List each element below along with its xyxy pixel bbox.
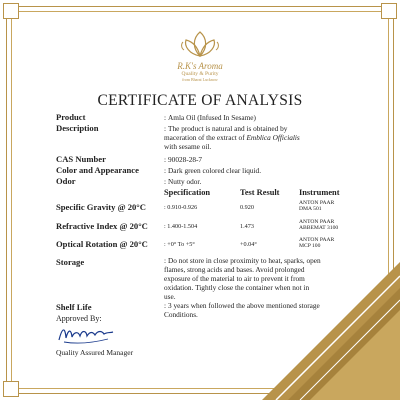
test-result-header: Test Result [240, 188, 280, 197]
odor-value: : Nutty odor. [164, 177, 202, 186]
shelf-life-label: Shelf Life [56, 302, 92, 312]
cas-number-value: : 90028-28-7 [164, 155, 203, 164]
specification-header: Specification [164, 188, 211, 197]
refractive-index-label: Refractive Index @ 20°C [56, 221, 148, 231]
refractive-index-spec: : 1.400-1.504 [164, 223, 198, 230]
storage-label: Storage [56, 257, 85, 267]
optical-rotation-instrument: ANTON PAAR MCP 100 [299, 237, 335, 249]
color-appearance-label: Color and Appearance [56, 165, 139, 175]
description-value: : The product is natural and is obtained by maceration of the extract of Emblica Officialis with sesame oil. [164, 124, 300, 151]
signature [56, 322, 116, 351]
odor-label: Odor [56, 176, 76, 186]
brand-name: R.K's Aroma [177, 61, 223, 71]
company-logo [160, 30, 240, 82]
optical-rotation-spec: : +0° To +5° [164, 241, 195, 248]
signature-image [56, 322, 116, 346]
instrument-header: Instrument [299, 188, 340, 197]
document-title: CERTIFICATE OF ANALYSIS [97, 92, 303, 109]
product-value: : Amla Oil (Infused In Sesame) [164, 113, 256, 122]
brand-tagline: Quality & Purity [181, 71, 219, 77]
refractive-index-result: 1.473 [240, 223, 254, 230]
optical-rotation-result: +0.04° [240, 241, 257, 248]
optical-rotation-label: Optical Rotation @ 20°C [56, 239, 148, 249]
description-label: Description [56, 123, 99, 133]
brand-location: from Bharat Lucknow [182, 77, 218, 82]
signer-title: Quality Assured Manager [56, 348, 134, 357]
lotus-icon [180, 30, 220, 58]
refractive-index-instrument: ANTON PAAR ABBEMAT 3100 [299, 219, 339, 231]
specific-gravity-instrument: ANTON PAAR DMA 501 [299, 200, 335, 212]
color-appearance-value: : Dark green colored clear liquid. [164, 166, 262, 175]
approved-by-label: Approved By: [56, 314, 102, 323]
cas-number-label: CAS Number [56, 154, 106, 164]
specific-gravity-label: Specific Gravity @ 20°C [56, 202, 146, 212]
specific-gravity-result: 0.920 [240, 204, 254, 211]
specific-gravity-spec: : 0.910-0.926 [164, 204, 198, 211]
shelf-life-value: : 3 years when followed the above mentioned storage Conditions. [164, 301, 320, 319]
product-label: Product [56, 112, 86, 122]
storage-value: : Do not store in close proximity to heat, sparks, open flames, strong acids and bases. Avoid prolonged exposure of the material to air to prevent it from oxidation. Tightly close the container when not in use. [164, 256, 321, 301]
